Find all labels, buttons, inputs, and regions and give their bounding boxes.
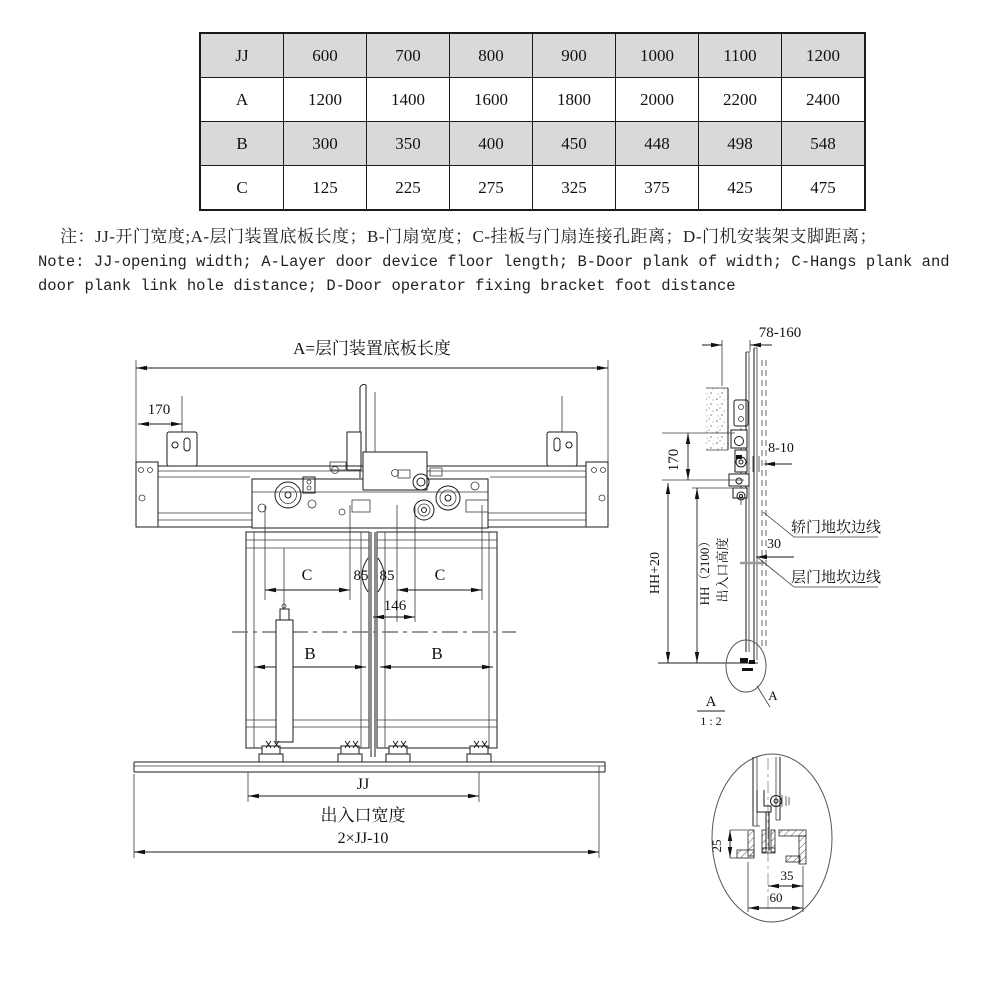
landing-sill (134, 762, 605, 772)
note-line-cn: 注：JJ-开门宽度;A-层门装置底板长度；B-门扇宽度；C-挂板与门扇连接孔距离；D-门机安装架支脚距离； (60, 227, 877, 246)
table-cell: 1200 (284, 78, 367, 122)
note-line-en2: door plank link hole distance; D-Door operator fixing bracket foot distance (38, 277, 736, 295)
detail-callout-letter: A (768, 688, 778, 703)
left-mounting-bracket (167, 432, 197, 466)
table-cell: 2400 (782, 78, 866, 122)
note-line-en1: Note: JJ-opening width; A-Layer door device floor length; B-Door plank of width; C-Hangs plank and (38, 253, 950, 271)
table-cell: 600 (284, 33, 367, 78)
table-cell: 475 (782, 166, 866, 211)
table-cell: 225 (367, 166, 450, 211)
car-door-reference-lines (762, 360, 766, 648)
dim-85-left: 85 (353, 568, 369, 584)
table-cell: 800 (450, 33, 533, 78)
table-cell: 275 (450, 166, 533, 211)
dim-wall-gap-label: 78-160 (758, 325, 802, 341)
hanger-mechanism-section (729, 428, 749, 505)
table-cell: 1800 (533, 78, 616, 122)
dim-60-label: 60 (769, 890, 783, 905)
entrance-width-label: 出入口宽度 (320, 806, 406, 825)
row-header: JJ (200, 33, 284, 78)
wall-section (706, 388, 728, 450)
entrance-height-label: 出入口高度 (715, 537, 730, 603)
dim-b-right: B (431, 644, 443, 663)
dim-c-left: C (301, 567, 313, 584)
table-cell: 1600 (450, 78, 533, 122)
table-cell: 548 (782, 122, 866, 166)
table-cell: 450 (533, 122, 616, 166)
door-closer-cylinder (276, 548, 293, 742)
table-cell: 325 (533, 166, 616, 211)
door-panel-section (746, 348, 757, 660)
landing-sill-callout (757, 557, 881, 587)
dim-170-label: 170 (147, 402, 171, 418)
table-cell: 350 (367, 122, 450, 166)
dim-hh20-label: HH+20 (648, 551, 663, 595)
dim-jj-label: JJ (356, 776, 370, 793)
dim-170-side-label: 170 (666, 448, 682, 472)
table-cell: 425 (699, 166, 782, 211)
right-door-panel (377, 532, 497, 748)
table-cell: 300 (284, 122, 367, 166)
detail-title-letter: A (705, 694, 717, 710)
dim-door-gap-label: 8-10 (768, 441, 794, 456)
table-cell: 1400 (367, 78, 450, 122)
table-cell: 1000 (616, 33, 699, 78)
table-cell: 1200 (782, 33, 866, 78)
right-mounting-bracket (547, 432, 577, 466)
table-cell: 2000 (616, 78, 699, 122)
row-header: C (200, 166, 284, 211)
dim-c-right: C (434, 567, 446, 584)
table-cell: 125 (284, 166, 367, 211)
dim-30-label: 30 (767, 537, 781, 552)
car-sill-label: 轿门地坎边线 (790, 520, 882, 536)
table-cell: 448 (616, 122, 699, 166)
side-section-view (648, 325, 881, 728)
landing-sill-label: 层门地坎边线 (790, 570, 882, 586)
detail-title (697, 694, 725, 728)
detail-callout-circle (726, 640, 778, 707)
dim-35-label: 35 (780, 868, 794, 883)
table-cell: 375 (616, 166, 699, 211)
table-cell: 1100 (699, 33, 782, 78)
overall-width-label: 2×JJ-10 (337, 830, 389, 847)
car-sill-callout (763, 512, 881, 537)
dim-b-left: B (304, 644, 316, 663)
left-door-panel (246, 532, 369, 748)
table-cell: 700 (367, 33, 450, 78)
row-header: B (200, 122, 284, 166)
sill-cross-section (737, 830, 806, 864)
row-header: A (200, 78, 284, 122)
base-length-label: A=层门装置底板长度 (293, 339, 451, 358)
dim-25-label: 25 (709, 839, 724, 853)
dim-85-right: 85 (379, 568, 395, 584)
detail-view-a (709, 754, 832, 922)
detail-scale: 1 : 2 (700, 714, 722, 728)
table-cell: 2200 (699, 78, 782, 122)
dim-hh-label: HH（2100） (697, 534, 712, 606)
front-view (134, 339, 608, 858)
door-center-joint (362, 532, 384, 757)
table-cell: 900 (533, 33, 616, 78)
track-assembly (136, 452, 608, 528)
dim-146-label: 146 (383, 598, 407, 614)
table-cell: 498 (699, 122, 782, 166)
table-cell: 400 (450, 122, 533, 166)
